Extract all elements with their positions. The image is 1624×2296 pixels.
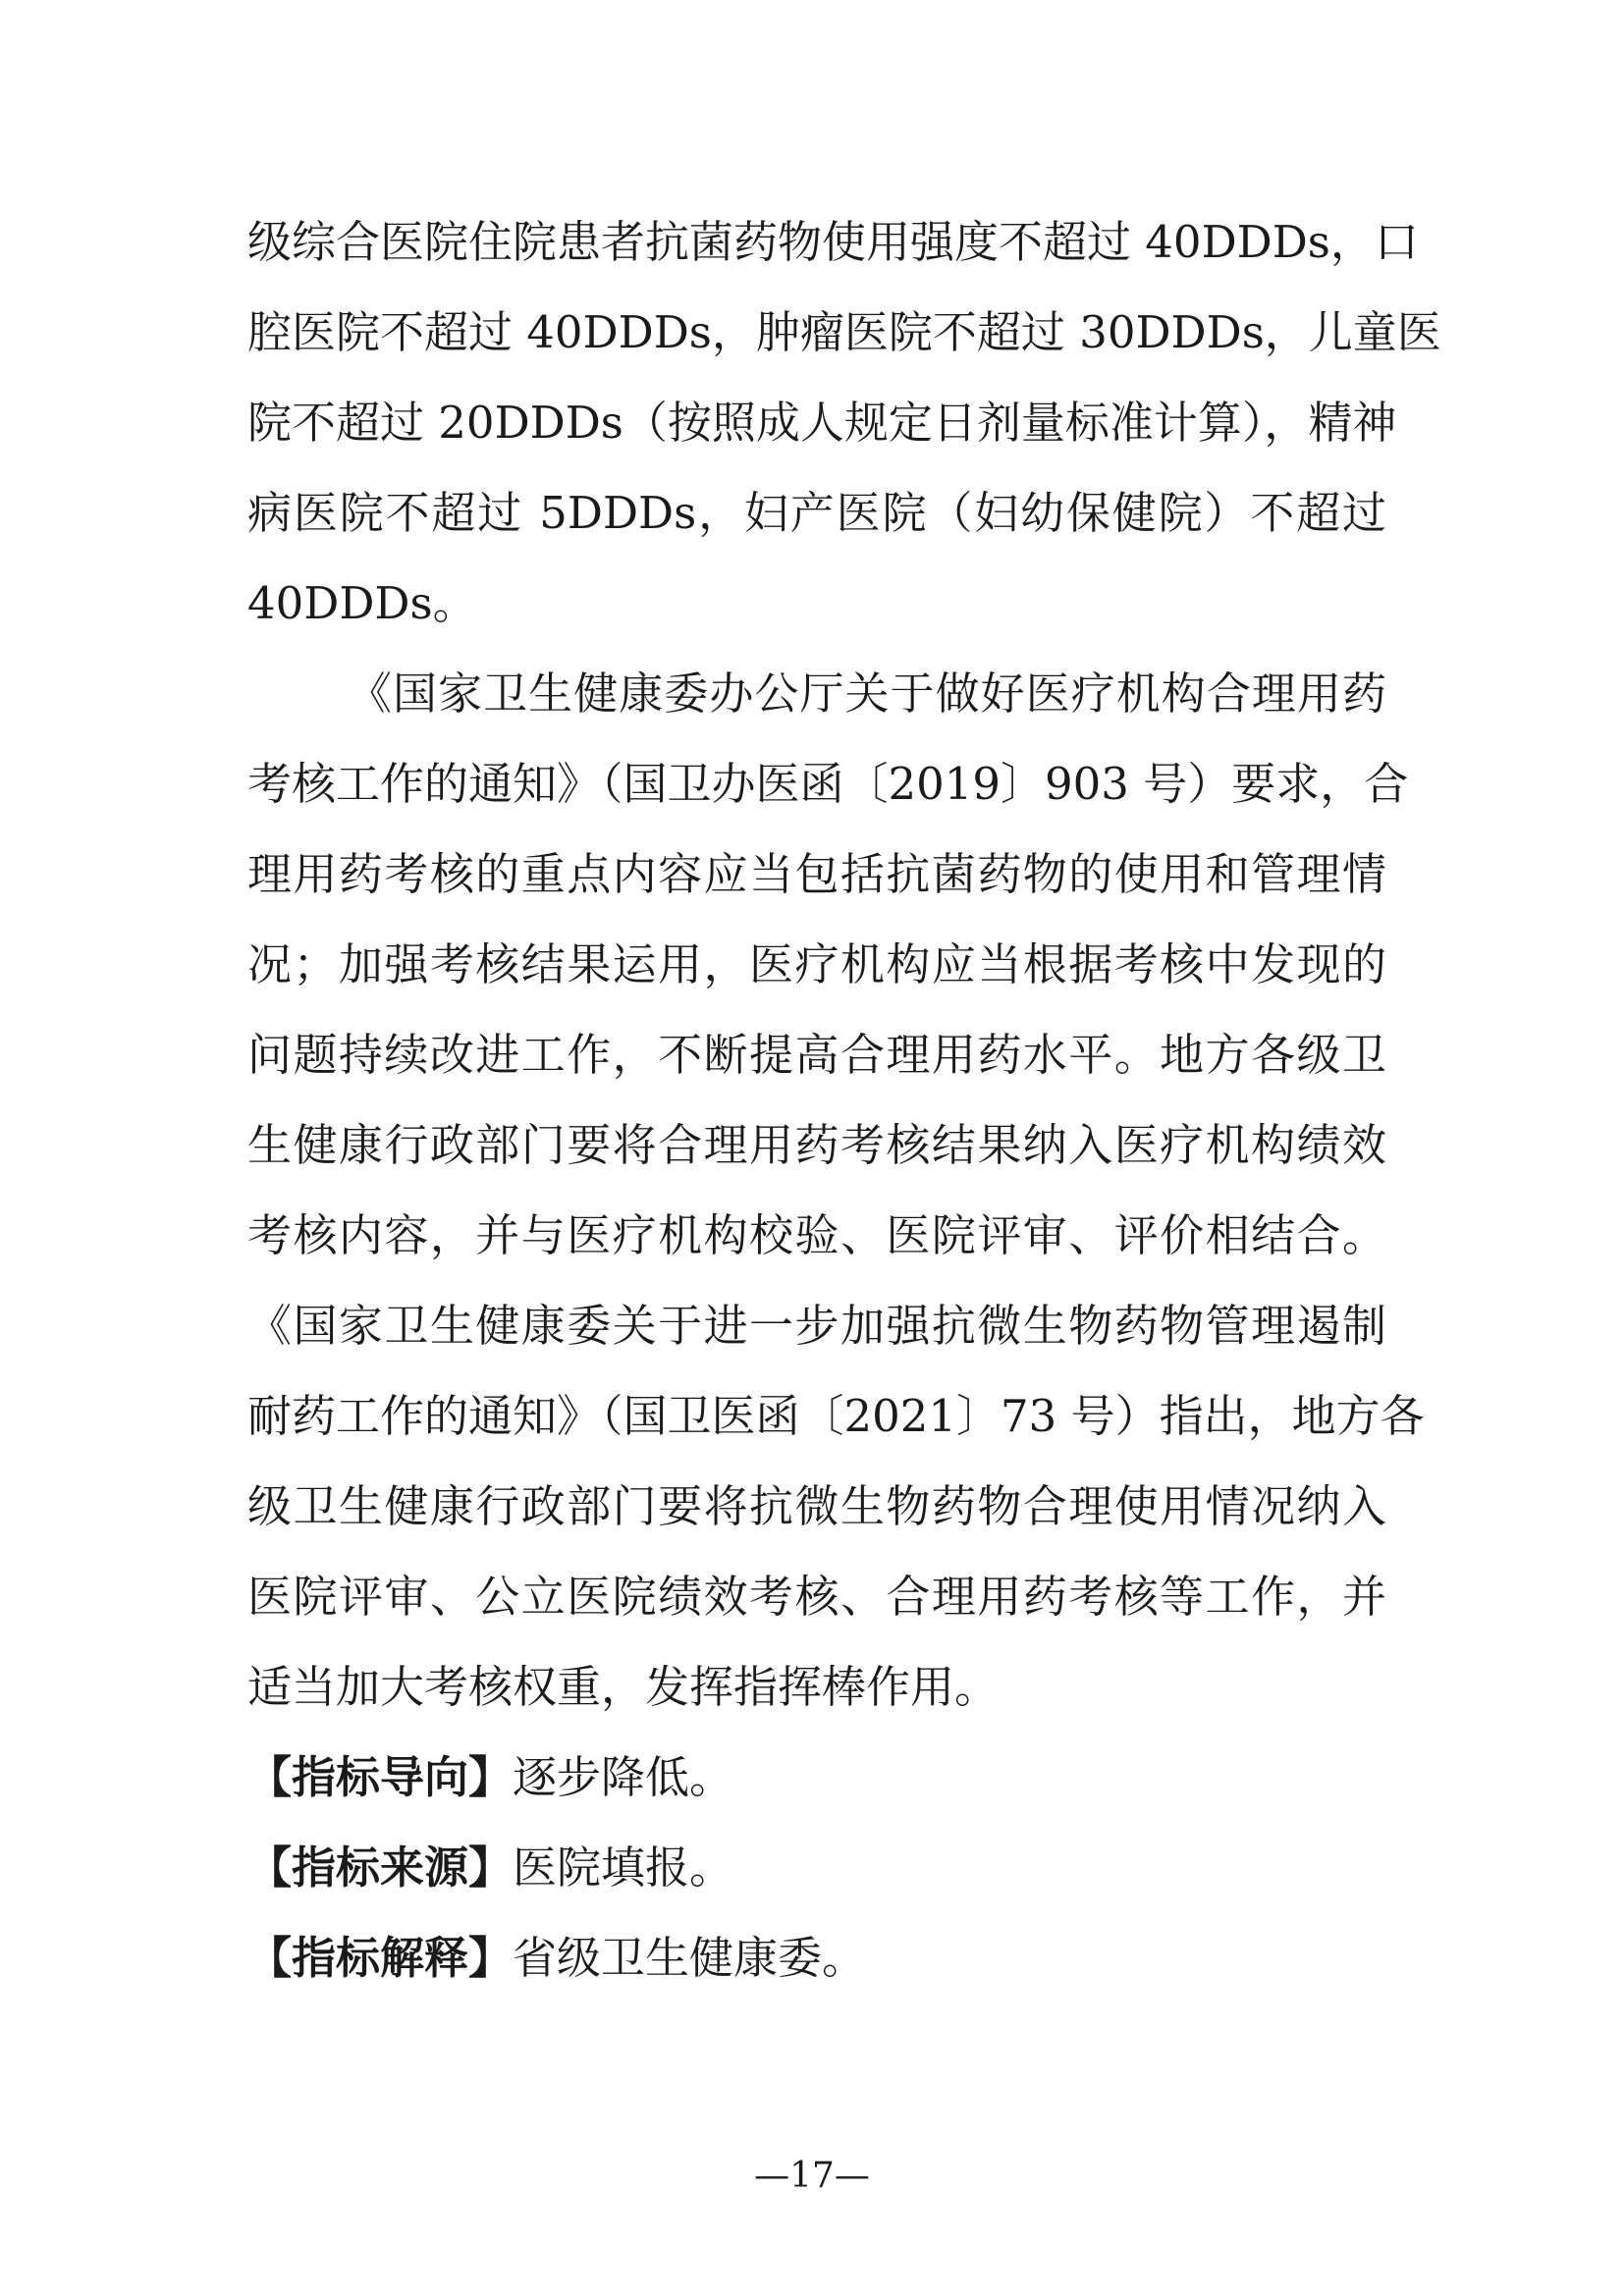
paragraph-line: 考核工作的通知》（国卫办医函〔2019〕903 号）要求，合: [247, 758, 1409, 810]
indicator-direction: [247, 1743, 1386, 1834]
paragraph-line: 耐药工作的通知》（国卫医函〔2021〕73 号）指出，地方各: [247, 1390, 1425, 1442]
indicator-label: 【指标来源】: [247, 1842, 514, 1894]
paragraph-line: 生健康行政部门要将合理用药考核结果纳入医疗机构绩效: [247, 1119, 1386, 1171]
indicator-value: 省级卫生健康委。: [513, 1932, 867, 1984]
paragraph-line: 病医院不超过 5DDDs，妇产医院（妇幼保健院）不超过: [247, 487, 1386, 539]
paragraph-line: 考核内容，并与医疗机构校验、医院评审、评价相结合。: [247, 1209, 1386, 1261]
paragraph-line: 级综合医院住院患者抗菌药物使用强度不超过 40DDDs，口: [247, 216, 1419, 268]
paragraph-line: 《国家卫生健康委办公厅关于做好医疗机构合理用药: [348, 667, 1386, 720]
paragraph-line: 40DDDs。: [247, 577, 477, 629]
paragraph-line: 《国家卫生健康委关于进一步加强抗微生物药物管理遏制: [247, 1300, 1386, 1352]
paragraph-line: 院不超过 20DDDs（按照成人规定日剂量标准计算），精神: [247, 397, 1397, 449]
paragraph-line: 腔医院不超过 40DDDs，肿瘤医院不超过 30DDDs，儿童医: [247, 306, 1441, 358]
paragraph-line: 医院评审、公立医院绩效考核、合理用药考核等工作，并: [247, 1571, 1386, 1623]
indicator-label: 【指标解释】: [247, 1932, 514, 1984]
indicator-label: 【指标导向】: [247, 1751, 514, 1803]
indicator-value: 逐步降低。: [513, 1751, 734, 1803]
paragraph-line: 级卫生健康行政部门要将抗微生物药物合理使用情况纳入: [247, 1480, 1386, 1532]
paragraph-line: 适当加大考核权重，发挥指挥棒作用。: [247, 1661, 1000, 1713]
paragraph-line: 问题持续改进工作，不断提高合理用药水平。地方各级卫: [247, 1029, 1386, 1081]
paragraph-line: 理用药考核的重点内容应当包括抗菌药物的使用和管理情: [247, 848, 1386, 900]
indicator-value: 医院填报。: [513, 1842, 734, 1894]
page-number: —17—: [754, 2156, 870, 2196]
paragraph-line: 况；加强考核结果运用，医疗机构应当根据考核中发现的: [247, 938, 1386, 990]
indicator-source: [247, 1834, 1386, 1924]
body-text: [247, 208, 1441, 2014]
indicator-explanation: [247, 1924, 1386, 2014]
